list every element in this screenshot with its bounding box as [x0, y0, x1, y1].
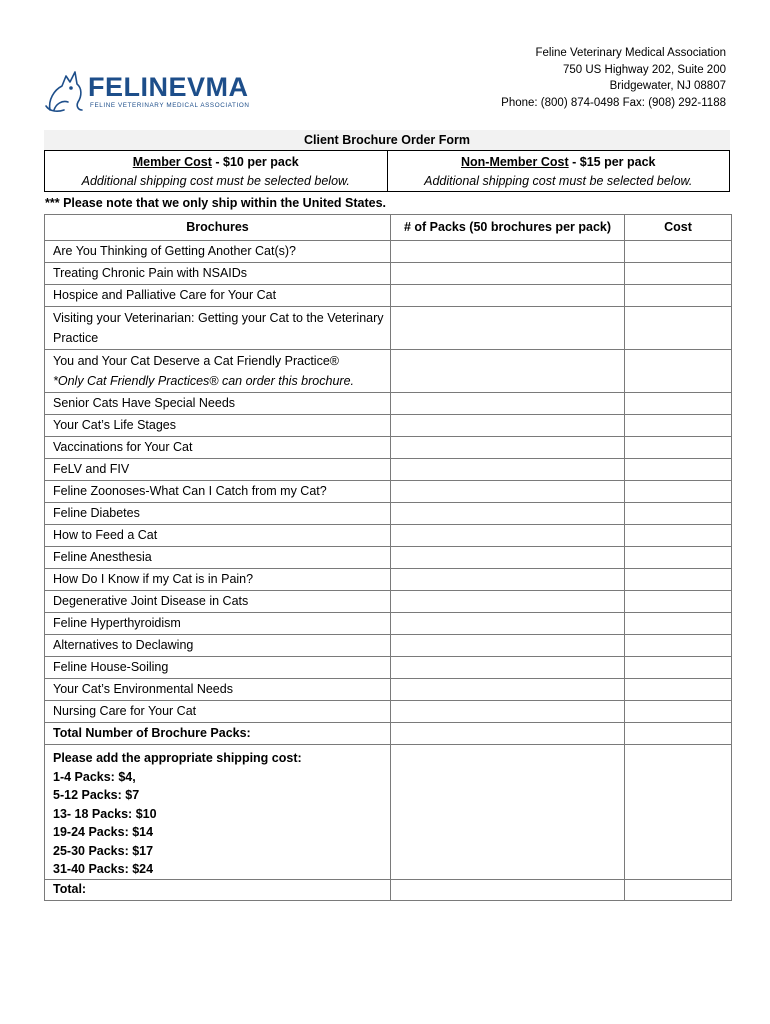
cost-input[interactable] [625, 437, 732, 459]
pricing-box [44, 150, 730, 192]
cost-input[interactable] [625, 307, 732, 350]
brochure-name: Feline Anesthesia [45, 547, 391, 569]
packs-input[interactable] [391, 503, 625, 525]
packs-input[interactable] [391, 393, 625, 415]
shipping-option: 19-24 Packs: $14 [53, 825, 154, 839]
packs-input[interactable] [391, 591, 625, 613]
cfp-only-note: *Only Cat Friendly Practices® can order this brochure. [53, 374, 354, 388]
cost-input[interactable] [625, 679, 732, 701]
table-row [45, 701, 732, 723]
org-name: Feline Veterinary Medical Association [535, 47, 726, 59]
shipping-option: 13- 18 Packs: $10 [53, 806, 157, 821]
packs-input[interactable] [391, 569, 625, 591]
col-packs: # of Packs (50 brochures per pack) [391, 215, 625, 241]
brochure-name: Your Cat’s Life Stages [45, 415, 391, 437]
shipping-packs-input[interactable] [391, 745, 625, 880]
cost-input[interactable] [625, 657, 732, 679]
col-brochures: Brochures [45, 215, 391, 241]
svg-text:FELINEVMA: FELINEVMA [88, 72, 249, 102]
member-cost-cell [45, 151, 387, 191]
table-row [45, 503, 732, 525]
cost-input[interactable] [625, 393, 732, 415]
cost-input[interactable] [625, 481, 732, 503]
brochure-name: How to Feed a Cat [45, 525, 391, 547]
phone-fax: Phone: (800) 874-0498 Fax: (908) 292-1188 [501, 96, 726, 109]
table-row [45, 657, 732, 679]
brochure-name: Feline House-Soiling [45, 657, 391, 679]
cost-input[interactable] [625, 635, 732, 657]
brochure-name: Degenerative Joint Disease in Cats [45, 591, 391, 613]
fvma-logo [44, 66, 254, 114]
street-address: 750 US Highway 202, Suite 200 [562, 63, 726, 76]
brochure-name: Your Cat’s Environmental Needs [45, 679, 391, 701]
table-row [45, 525, 732, 547]
table-row [45, 591, 732, 613]
shipping-cost-input[interactable] [625, 745, 732, 880]
total-packs-input[interactable] [391, 723, 625, 745]
packs-input[interactable] [391, 481, 625, 503]
packs-input[interactable] [391, 635, 625, 657]
brochure-name: Senior Cats Have Special Needs [45, 393, 391, 415]
packs-input[interactable] [391, 701, 625, 723]
association-address [501, 45, 726, 111]
packs-input[interactable] [391, 350, 625, 393]
brochure-name: How Do I Know if my Cat is in Pain? [45, 569, 391, 591]
cost-input[interactable] [625, 415, 732, 437]
table-row [45, 679, 732, 701]
shipping-option: 5-12 Packs: $7 [53, 788, 140, 802]
table-row [45, 437, 732, 459]
shipping-option: 1-4 Packs: $4, [53, 769, 136, 784]
packs-input[interactable] [391, 241, 625, 263]
cost-input[interactable] [625, 459, 732, 481]
packs-input[interactable] [391, 459, 625, 481]
brochure-order-table [44, 214, 732, 901]
brochure-name: Feline Diabetes [45, 503, 391, 525]
packs-input[interactable] [391, 285, 625, 307]
cost-input[interactable] [625, 350, 732, 393]
nonmember-cost-label: Non-Member Cost [460, 155, 569, 169]
cost-input[interactable] [625, 547, 732, 569]
city-state-zip: Bridgewater, NJ 08807 [609, 80, 726, 92]
total-packs-row [45, 723, 732, 745]
cost-input[interactable] [625, 503, 732, 525]
col-cost: Cost [625, 215, 732, 241]
table-row [45, 285, 732, 307]
brochure-name: Feline Hyperthyroidism [45, 613, 391, 635]
cost-input[interactable] [625, 701, 732, 723]
member-cost-price: - $10 per pack [211, 155, 299, 169]
table-row [45, 393, 732, 415]
cost-input[interactable] [625, 285, 732, 307]
cost-input[interactable] [625, 263, 732, 285]
table-row [45, 263, 732, 285]
shipping-title: Please add the appropriate shipping cost: [53, 751, 302, 765]
grand-total-row [45, 879, 732, 900]
table-row [45, 307, 732, 350]
total-packs-label: Total Number of Brochure Packs: [45, 723, 391, 745]
cost-input[interactable] [625, 241, 732, 263]
brochure-name: Treating Chronic Pain with NSAIDs [45, 263, 391, 285]
packs-input[interactable] [391, 657, 625, 679]
packs-input[interactable] [391, 437, 625, 459]
brochure-name: Vaccinations for Your Cat [45, 437, 391, 459]
grand-total-packs-input[interactable] [391, 879, 625, 900]
packs-input[interactable] [391, 613, 625, 635]
shipping-options [45, 745, 391, 880]
table-row [45, 241, 732, 263]
shipping-option: 25-30 Packs: $17 [53, 843, 154, 858]
brochure-name: Alternatives to Declawing [45, 635, 391, 657]
shipping-row [45, 745, 732, 880]
total-packs-cost-input[interactable] [625, 723, 732, 745]
table-row [45, 350, 732, 393]
cat-logo-icon [46, 72, 82, 111]
brochure-name: Visiting your Veterinarian: Getting your Cat to the Veterinary Practice [45, 307, 391, 350]
grand-total-cost-input[interactable] [625, 879, 732, 900]
table-row [45, 481, 732, 503]
grand-total-label: Total: [45, 879, 391, 900]
table-row [45, 547, 732, 569]
brochure-name: Are You Thinking of Getting Another Cat(s)? [45, 241, 391, 263]
brochure-name: Feline Zoonoses-What Can I Catch from my Cat? [45, 481, 391, 503]
nonmember-shipping-note: Additional shipping cost must be selected below. [424, 174, 693, 188]
table-row [45, 415, 732, 437]
packs-input[interactable] [391, 263, 625, 285]
table-row [45, 635, 732, 657]
table-row [45, 613, 732, 635]
table-row [45, 569, 732, 591]
packs-input[interactable] [391, 525, 625, 547]
nonmember-cost-cell [387, 151, 730, 191]
table-header-row [45, 215, 732, 241]
cost-input[interactable] [625, 569, 732, 591]
cost-input[interactable] [625, 613, 732, 635]
table-row [45, 459, 732, 481]
brochure-name: FeLV and FIV [45, 459, 391, 481]
packs-input[interactable] [391, 547, 625, 569]
packs-input[interactable] [391, 415, 625, 437]
nonmember-cost-price: - $15 per pack [568, 155, 656, 169]
svg-text:FELINE VETERINARY MEDICAL ASSO: FELINE VETERINARY MEDICAL ASSOCIATION [90, 102, 250, 109]
packs-input[interactable] [391, 307, 625, 350]
member-shipping-note: Additional shipping cost must be selected below. [81, 174, 350, 188]
brochure-name: You and Your Cat Deserve a Cat Friendly Practice® [53, 354, 339, 368]
brochure-name-cfp [45, 350, 391, 393]
shipping-restriction-note: *** Please note that we only ship within the United States. [45, 196, 387, 210]
member-cost-label: Member Cost [132, 155, 212, 169]
cost-input[interactable] [625, 525, 732, 547]
packs-input[interactable] [391, 679, 625, 701]
shipping-option: 31-40 Packs: $24 [53, 862, 154, 876]
brochure-name: Hospice and Palliative Care for Your Cat [45, 285, 391, 307]
brochure-name: Nursing Care for Your Cat [45, 701, 391, 723]
form-title: Client Brochure Order Form [44, 130, 730, 150]
cost-input[interactable] [625, 591, 732, 613]
